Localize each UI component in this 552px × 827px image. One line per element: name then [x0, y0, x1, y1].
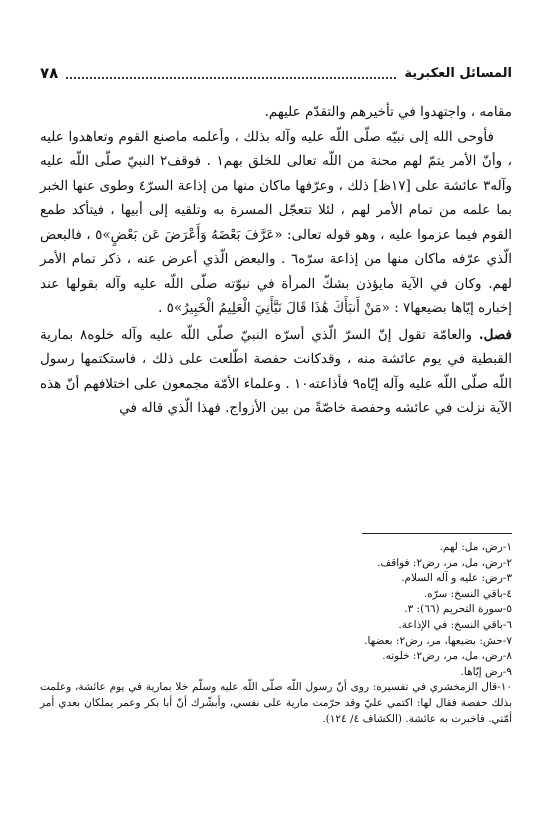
paragraph: مقامه ، واجتهدوا في تأخيرهم والتقدّم عليهم.	[264, 104, 512, 120]
fasl-label: فصل.	[478, 326, 512, 343]
footnote: ٣-رض: عليه و آله السلام.	[401, 572, 512, 585]
fasl-text: والعامّة تقول إنّ السرّ الّذي أسرّه النبيّ صلّى اللّه عليه وآله خلوه٨ بمارية القبطية في يوم عائشة منه ، وقدكانت حفصة اطّلعت على ذلك ، فاستكتمها رسول اللّه صلّى اللّه عليه وآله إيّاه٩ فأذاعته١٠ . وعلماء الأمّة مجمعون على اختلافهم أنّ هذه الآية نزلت في عائشه وحفصة خاصّةً من بين الأزواج. فهذا الّذي قاله في	[40, 326, 513, 416]
footnote: ٩-رض إيّاها.	[460, 665, 512, 678]
running-title: المسائل العكبرية	[404, 65, 512, 81]
footnote: ٨-رض، مل، مر، رض٢: خلوته.	[382, 650, 512, 663]
page-number: ٧٨	[40, 64, 59, 82]
footnote: ٧-حش: بضيعها، مر، رض٢: بعضها.	[364, 634, 512, 647]
footnote-separator	[362, 533, 512, 534]
footnotes	[40, 540, 512, 727]
page-header	[40, 64, 512, 82]
footnote: ٥-سورة التحريم (٦٦): ٣.	[404, 603, 512, 616]
fasl-paragraph	[40, 323, 512, 421]
footnote: ٤-باقي النسخ: سرّه.	[423, 587, 512, 600]
footnote: ١-رض، مل: لهم.	[439, 541, 512, 553]
footnote: ٢-رض، مل، مر، رض٢: فواقف.	[376, 556, 512, 569]
header-dotted-leader	[66, 68, 396, 79]
paragraph: فأوحى الله إلى نبيّه صلّى اللّه عليه وآله بذلك ، وأعلمه ماصنع القوم وتعاهدوا عليه ، وأنّ الأمر يتمّ لهم محنة من اللّه تعالى للخلق بهم١ . فوقف٢ النبيّ صلّى اللّه عليه وآله٣ عائشة على [١٧ظ] ذلك ، وعرّفها ماكان منها من إذاعة السرّ٤ وطوى عنها الخبر بما علمه من تمام الأمر لهم ، لئلا تتعجّل المسرة به وتلقيه إلى أبيها ، فيتأكد طمع القوم فيما عزموا عليه ، وهو قوله تعالى: «عَرَّفَ بَعْضَهُ وَأَعْرَضَ عَن بَعْضٍ»٥ ، فالبعض الّذي عرّفه ماكان منها من إذاعة سرّه٦ . والبعض الّذي أعرض عنه ، ذكر تمام الأمر لهم. وكان في الآية مايؤذن بشكّ المرأة في نبوّته صلّى اللّه عليه وآله بقولها عند إخباره إيّاها بضيعها٧ : «مَنْ أَنبَأَكَ هَٰذَا قَالَ نَبَّأَنِيَ الْعَلِيمُ الْخَبِيرُ»٥ .	[40, 128, 513, 316]
main-text	[40, 100, 512, 421]
footnote: ٦-باقي النسخ: في الإذاعة.	[398, 618, 512, 631]
footnote: ١٠-قال الزمخشري في تفسيره: روى أنّ رسول اللّه صلّى اللّه عليه وسلّم خلا بمارية في يوم عائشة، وعلمت بذلك حفصة فقال لها: اكتمي عليّ وقد حرّمت مارية على نفسي، وأبشّرك أنّ أبا بكر وعمر يملكان بعدي أمر أمّتي. فاخبرت به عائشة. (الكشاف ٤/ ١٢٤).	[40, 681, 512, 725]
